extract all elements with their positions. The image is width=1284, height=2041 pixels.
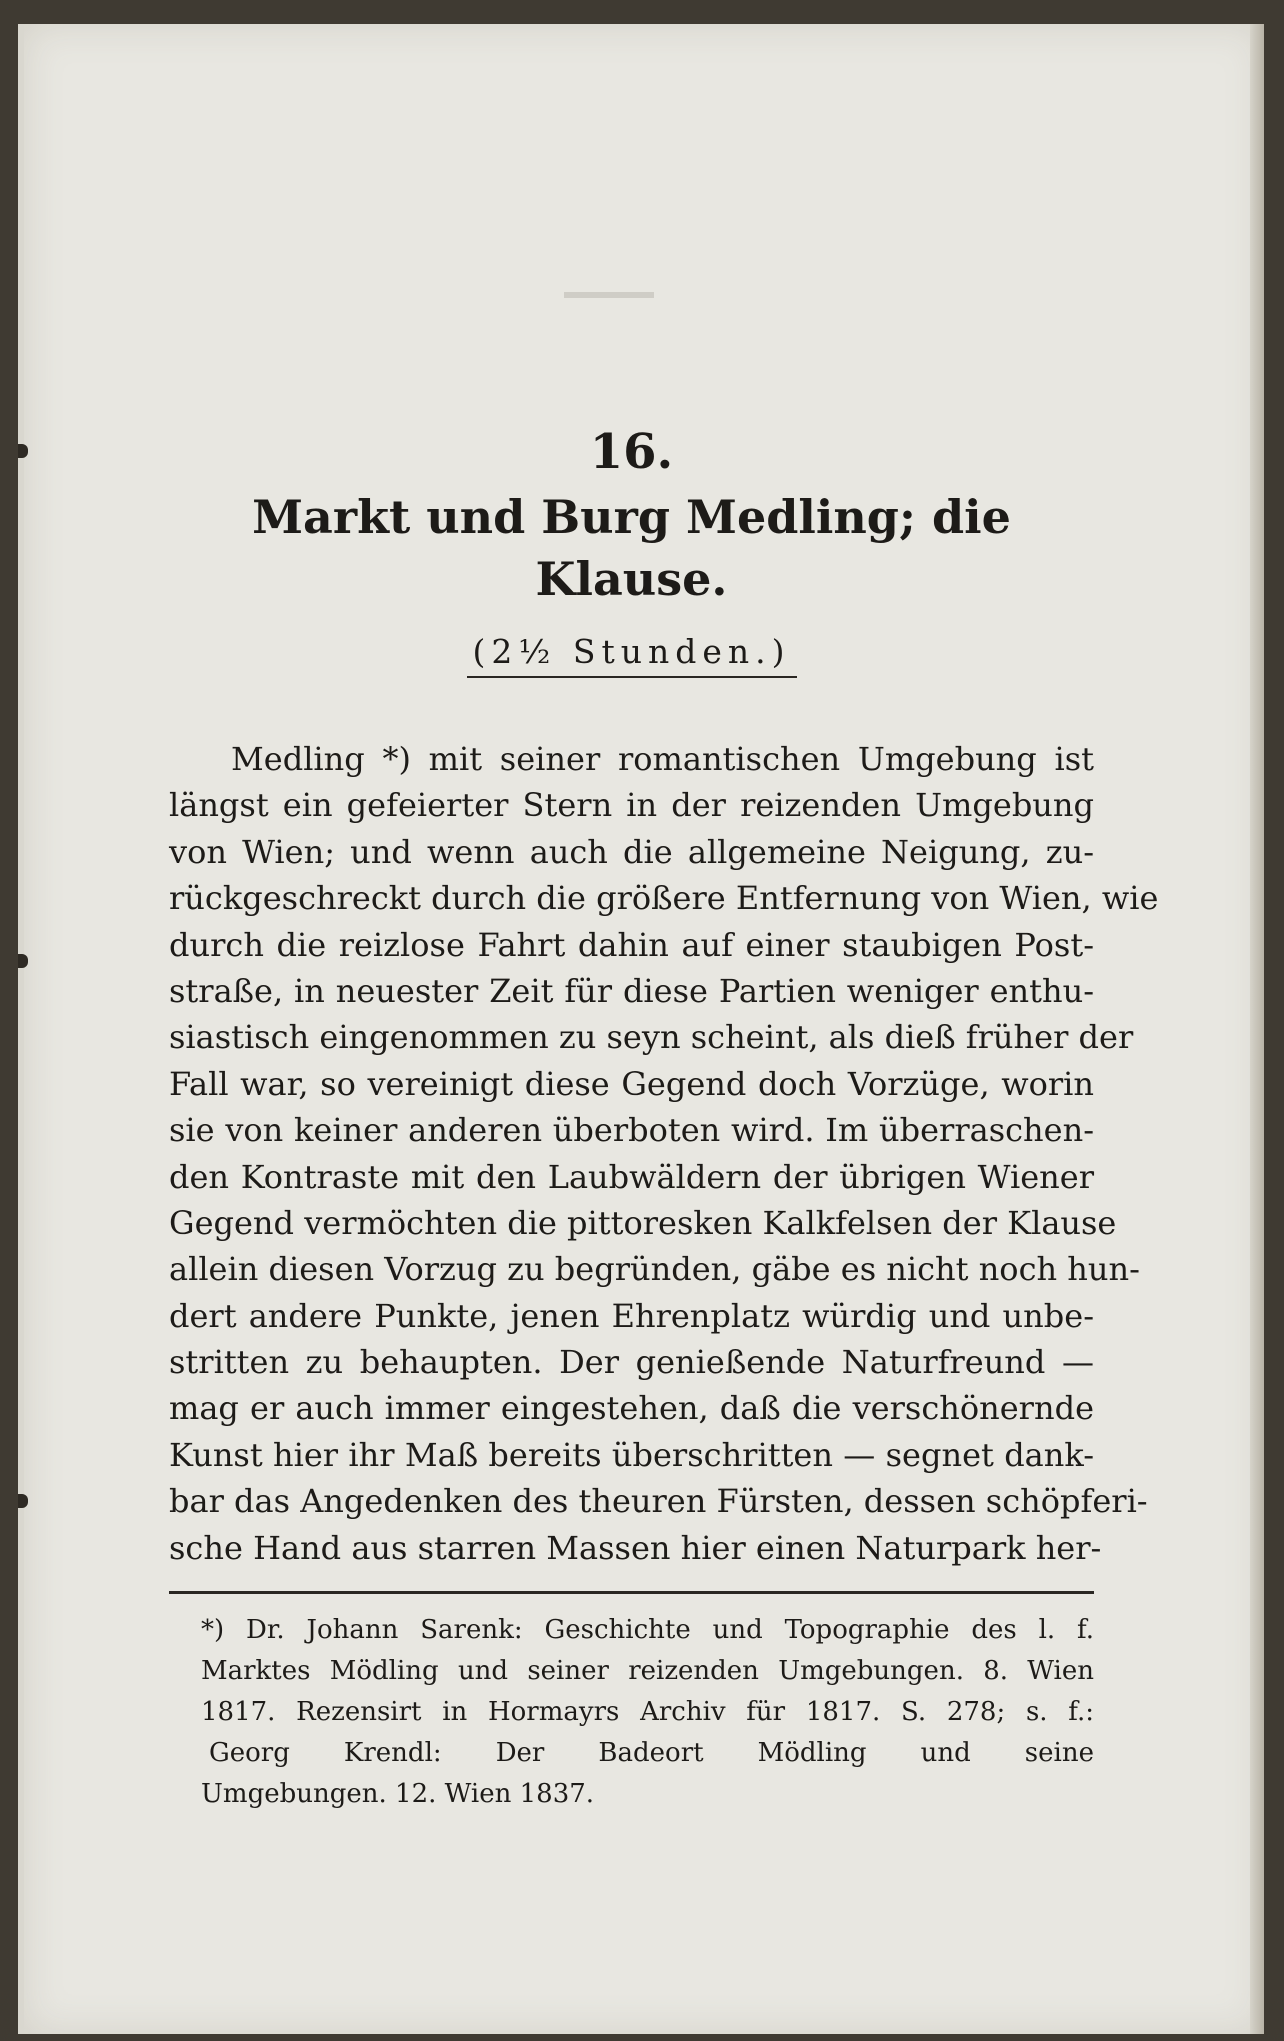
footnote-line: *) Dr. Johann Sarenk: Geschichte und Topographie des l. f. [201, 1615, 1094, 1646]
body-line: bar das Angedenken des theuren Fürsten, dessen schöpferi- [169, 1482, 1148, 1521]
body-line: stritten zu behaupten. Der genießende Naturfreund — [169, 1343, 1094, 1382]
bleed-through-rule [564, 292, 654, 298]
section-number: 16. [589, 424, 674, 480]
book-page [18, 24, 1264, 2034]
duration-line [169, 630, 1094, 678]
body-text [169, 736, 1159, 1571]
body-line: mag er auch immer eingestehen, daß die verschönernde [169, 1389, 1094, 1428]
page-content [169, 424, 1159, 1815]
body-line: den Kontraste mit den Laubwäldern der übrigen Wiener [169, 1157, 1094, 1196]
body-line: Medling *) mit seiner romantischen Umgebung ist [231, 740, 1094, 778]
footnote-line: Marktes Mödling und seiner reizenden Umgebungen. 8. Wien [201, 1656, 1094, 1687]
binding-hole [18, 954, 28, 968]
body-line: dert andere Punkte, jenen Ehrenplatz würdig und unbe- [169, 1296, 1094, 1335]
footnotes [169, 1610, 1094, 1815]
body-line: siastisch eingenommen zu seyn scheint, als dieß früher der [169, 1018, 1134, 1057]
binding-hole [18, 444, 28, 458]
page-edge [1250, 24, 1264, 2034]
body-line: Kunst hier ihr Maß bereits überschritten — segnet dank- [169, 1435, 1094, 1474]
body-line: von Wien; und wenn auch die allgemeine Neigung, zu- [169, 832, 1094, 871]
body-line: Fall war, so vereinigt diese Gegend doch Vorzüge, worin [169, 1064, 1094, 1103]
body-line: allein diesen Vorzug zu begründen, gäbe es nicht noch hun- [169, 1250, 1140, 1289]
body-line: Gegend vermöchten die pittoresken Kalkfelsen der Klause [169, 1203, 1117, 1242]
body-line: rückgeschreckt durch die größere Entfernung von Wien, wie [169, 879, 1159, 918]
section-title: Markt und Burg Medling; die Klause. [252, 490, 1011, 606]
binding-hole [18, 1494, 28, 1508]
footnote-line: Umgebungen. 12. Wien 1837. [201, 1779, 595, 1810]
body-line: durch die reizlose Fahrt dahin auf einer staubigen Post- [169, 925, 1094, 964]
body-line: längst ein gefeierter Stern in der reizenden Umgebung [169, 786, 1094, 825]
body-line: straße, in neuester Zeit für diese Partien weniger enthu- [169, 971, 1094, 1010]
body-line: sie von keiner anderen überboten wird. Im überraschen- [169, 1111, 1094, 1150]
footnote-line: Georg Krendl: Der Badeort Mödling und seine [209, 1738, 1094, 1769]
footnote-divider [169, 1591, 1094, 1594]
footnote-line: 1817. Rezensirt in Hormayrs Archiv für 1817. S. 278; s. f.: [201, 1697, 1094, 1728]
body-line: sche Hand aus starren Massen hier einen Naturpark her- [169, 1528, 1102, 1567]
duration-text: (2½ Stunden.) [467, 630, 797, 678]
